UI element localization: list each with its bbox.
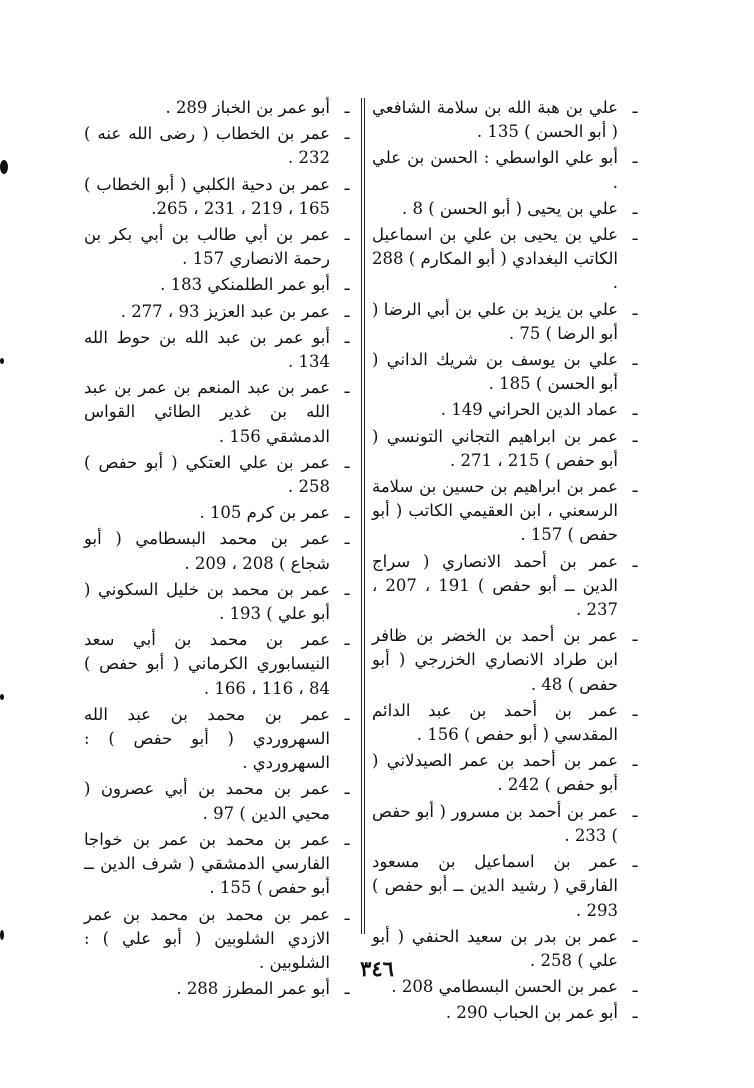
index-entry	[372, 96, 644, 144]
index-entry	[84, 501, 356, 525]
entry-dash: ـ	[344, 904, 350, 924]
entry-text: عمر بن عبد المنعم بن عمر بن عبد الله بن غدير الطائي القواس الدمشقي 156 .	[84, 378, 330, 446]
entry-text: أبو عمر بن الخباز 289 .	[165, 98, 330, 117]
index-entry	[84, 376, 356, 449]
index-entry	[372, 197, 644, 221]
entry-text: أبو عمر بن عبد الله بن حوط الله 134 .	[84, 327, 330, 372]
entry-text: عمر بن محمد بن عمر بن خواجا الفارسي الدمشقي ( شرف الدين ــ أبو حفص ) 155 .	[84, 829, 330, 898]
entry-dash: ـ	[632, 225, 638, 245]
entry-text: عماد الدين الحراني 149 .	[440, 400, 618, 420]
entry-dash: ـ	[632, 926, 638, 946]
index-entry	[84, 273, 356, 297]
column-divider	[364, 98, 365, 934]
index-entry	[372, 348, 644, 396]
entry-text: عمر بن كرم 105 .	[199, 503, 330, 523]
entry-dash: ـ	[344, 124, 350, 144]
index-entry	[372, 398, 644, 422]
entry-text: علي بن يحيى ( أبو الحسن ) 8 .	[401, 198, 618, 218]
index-entry	[84, 777, 356, 825]
entry-dash: ـ	[632, 801, 638, 821]
entry-dash: ـ	[344, 979, 350, 999]
entry-text: عمر بن محمد بن عبد الله السهروردي ( أبو حفص ) : السهروردي .	[84, 704, 330, 773]
index-entry	[372, 850, 644, 923]
entry-dash: ـ	[632, 350, 638, 370]
entry-dash: ـ	[632, 198, 638, 218]
entry-dash: ـ	[344, 829, 350, 849]
entry-dash: ـ	[632, 400, 638, 420]
entry-text: عمر بن محمد بن أبي سعد النيسابوري الكرماني ( أبو حفص ) 84 ، 116 ، 166 .	[84, 630, 330, 698]
index-entry	[372, 550, 644, 623]
entry-dash: ـ	[632, 148, 638, 168]
index-entry	[372, 699, 644, 747]
column-divider	[361, 98, 362, 934]
entry-text: عمر بن محمد البسطامي ( أبو شجاع ) 208 ، 209 .	[84, 529, 330, 573]
index-entry	[372, 475, 644, 548]
entry-text: عمر بن دحية الكلبي ( أبو الخطاب ) 165 ، 219 ، 231 ، 265.	[84, 174, 330, 218]
entry-dash: ـ	[632, 751, 638, 771]
entry-dash: ـ	[344, 630, 350, 650]
entry-text: علي بن هبة الله بن سلامة الشافعي ( أبو الحسن ) 135 .	[372, 98, 618, 142]
index-entry	[84, 300, 356, 324]
entry-text: عمر بن أحمد بن مسرور ( أبو حفص ) 233 .	[372, 801, 618, 845]
entry-dash: ـ	[344, 327, 350, 347]
entry-dash: ـ	[632, 1003, 638, 1023]
entry-dash: ـ	[632, 299, 638, 319]
entry-text: عمر بن أحمد بن عمر الصيدلاني ( أبو حفص ) 242 .	[372, 751, 618, 795]
entry-dash: ـ	[344, 174, 350, 194]
index-entry	[84, 96, 356, 120]
index-column-right	[372, 96, 644, 1028]
index-entry	[84, 703, 356, 776]
entry-dash: ـ	[632, 977, 638, 997]
entry-text: عمر بن أحمد بن عبد الدائم المقدسي ( أبو حفص ) 156 .	[372, 700, 618, 745]
entry-text: أبو علي الواسطي : الحسن بن علي .	[372, 148, 618, 192]
entry-text: علي بن يوسف بن شريك الداني ( أبو الحسن ) 185 .	[372, 350, 618, 394]
index-entry	[84, 628, 356, 701]
index-entry	[372, 624, 644, 697]
scan-mark	[0, 160, 8, 174]
entry-dash: ـ	[632, 551, 638, 571]
index-entry	[84, 122, 356, 170]
entry-dash: ـ	[344, 704, 350, 724]
index-entry	[372, 800, 644, 848]
entry-dash: ـ	[344, 452, 350, 472]
scan-mark	[0, 358, 4, 364]
index-entry	[84, 223, 356, 271]
index-column-left	[84, 96, 356, 1003]
page-number: ٣٤٦	[360, 956, 394, 981]
entry-text: علي بن يحيى بن علي بن اسماعيل الكاتب البغدادي ( أبو المكارم ) 288 .	[372, 225, 618, 293]
entry-text: أبو عمر الطلمنكي 183 .	[160, 275, 330, 295]
index-entry	[84, 326, 356, 374]
entry-dash: ـ	[344, 301, 350, 321]
entry-text: عمر بن أحمد بن الخضر بن ظافر ابن طراد الانصاري الخزرجي ( أبو حفص ) 48 .	[372, 626, 618, 694]
entry-dash: ـ	[344, 779, 350, 799]
entry-text: عمر بن بدر بن سعيد الحنفي ( أبو علي ) 258 .	[372, 926, 618, 970]
index-entry	[372, 223, 644, 296]
entry-dash: ـ	[632, 626, 638, 646]
entry-dash: ـ	[632, 477, 638, 497]
entry-text: عمر بن محمد بن محمد بن عمر الازدي الشلوبين ( أبو علي ) : الشلوبين .	[84, 904, 330, 972]
entry-text: أبو عمر بن الحباب 290 .	[445, 1003, 618, 1023]
index-entry	[84, 828, 356, 901]
index-entry	[84, 173, 356, 221]
entry-dash: ـ	[632, 852, 638, 872]
entry-text: عمر بن ابراهيم التجاني التونسي ( أبو حفص ) 215 ، 271 .	[372, 426, 618, 470]
entry-dash: ـ	[344, 579, 350, 599]
index-entry	[84, 578, 356, 626]
scan-mark	[0, 694, 4, 700]
index-entry	[372, 146, 644, 194]
entry-text: عمر بن علي العتكي ( أبو حفص ) 258 .	[84, 452, 330, 497]
entry-text: أبو عمر المطرز 288 .	[176, 979, 330, 999]
index-entry	[372, 749, 644, 797]
scan-mark	[0, 930, 4, 940]
entry-dash: ـ	[632, 700, 638, 720]
entry-text: عمر بن الحسن البسطامي 208 .	[391, 977, 618, 997]
entry-dash: ـ	[344, 529, 350, 549]
entry-text: عمر بن أبي طالب بن أبي بكر بن رحمة الانصاري 157 .	[84, 225, 330, 269]
entry-dash: ـ	[344, 275, 350, 295]
entry-dash: ـ	[344, 225, 350, 245]
entry-text: عمر بن محمد بن أبي عصرون ( محيي الدين ) 97 .	[84, 779, 330, 823]
index-entry	[84, 451, 356, 499]
entry-text: عمر بن محمد بن خليل السكوني ( أبو علي ) 193 .	[84, 579, 330, 624]
entry-text: عمر بن عبد العزيز 93 ، 277 .	[120, 301, 330, 321]
entry-text: عمر بن ابراهيم بن حسين بن سلامة الرسعني ، ابن العقيمي الكاتب ( أبو حفص ) 157 .	[372, 477, 618, 545]
entry-dash: ـ	[632, 426, 638, 446]
entry-text: عمر بن أحمد الانصاري ( سراج الدين ــ أبو حفص ) 191 ، 207 ، 237 .	[372, 551, 618, 620]
entry-dash: ـ	[344, 503, 350, 523]
index-entry	[372, 425, 644, 473]
entry-dash: ـ	[344, 98, 350, 117]
index-entry	[372, 298, 644, 346]
index-entry	[84, 527, 356, 575]
entry-dash: ـ	[632, 98, 638, 117]
entry-text: عمر بن اسماعيل بن مسعود الفارقي ( رشيد الدين ــ أبو حفص ) 293 .	[372, 852, 618, 920]
index-entry	[372, 1001, 644, 1025]
entry-text: عمر بن الخطاب ( رضى الله عنه ) 232 .	[84, 124, 330, 168]
entry-dash: ـ	[344, 378, 350, 398]
entry-text: علي بن يزيد بن علي بن أبي الرضا ( أبو الرضا ) 75 .	[372, 299, 618, 343]
